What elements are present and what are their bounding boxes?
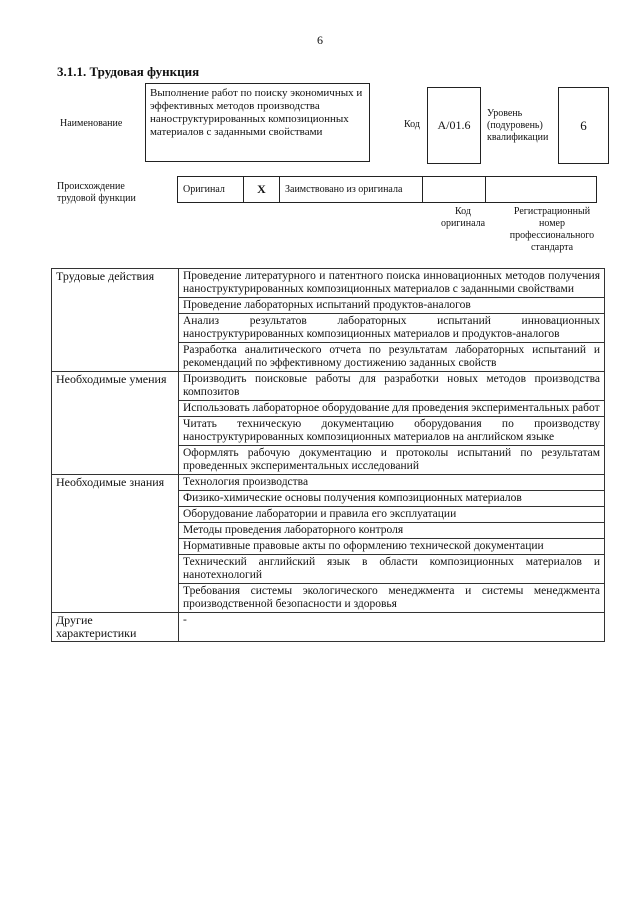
section-item-cell: Оформлять рабочую документацию и протоколы испытаний по результатам проведенных экспериментальных исследований [179,446,605,475]
level-value-box: 6 [558,87,609,164]
section-item-cell: Производить поисковые работы для разработки новых методов производства композитов [179,372,605,401]
table-row [52,269,605,298]
name-label: Наименование [60,118,123,129]
code-label: Код [404,119,420,130]
section-item-cell: Разработка аналитического отчета по результатам лабораторных испытаний и рекомендаций по эффективному достижению заданных свойств [179,343,605,372]
section-item-cell: Читать техническую документацию оборудования по производству наноструктурированных композиционных материалов на английском языке [179,417,605,446]
section-item-cell: - [179,613,605,642]
table-row [52,613,605,642]
function-name-box: Выполнение работ по поиску экономичных и эффективных методов производства наноструктурированных композиционных материалов с заданными свойствами [145,83,370,162]
page-number: 6 [317,33,323,47]
section-title: 3.1.1. Трудовая функция [57,64,200,79]
section-item-cell: Проведение лабораторных испытаний продуктов-аналогов [179,298,605,314]
section-item-cell: Физико-химические основы получения композиционных материалов [179,491,605,507]
table-row [52,475,605,491]
section-item-cell: Нормативные правовые акты по оформлению технической документации [179,539,605,555]
original-cell: Оригинал [178,177,244,203]
section-title-cell: Трудовые действия [52,269,179,372]
registration-number-caption: Регистрационный номер профессионального стандарта [509,206,595,253]
table-row [52,372,605,401]
original-code-cell [423,177,486,203]
section-item-cell: Анализ результатов лабораторных испытаний инновационных наноструктурированных композиционных материалов и продуктов-аналогов [179,314,605,343]
borrowed-cell: Заимствовано из оригинала [280,177,423,203]
section-item-cell: Требования системы экологического менеджмента и системы менеджмента производственной безопасности и здоровья [179,584,605,613]
section-item-cell: Проведение литературного и патентного поиска инновационных методов получения наноструктурированных композиционных материалов с заданными свойствами [179,269,605,298]
function-details-table [51,268,605,642]
original-mark: X [244,177,280,203]
section-item-cell: Методы проведения лабораторного контроля [179,523,605,539]
section-title-cell: Необходимые знания [52,475,179,613]
section-title-cell: Необходимые умения [52,372,179,475]
origin-label: Происхождение трудовой функции [57,181,136,204]
section-item-cell: Оборудование лаборатории и правила его эксплуатации [179,507,605,523]
section-item-cell: Технический английский язык в области композиционных материалов и нанотехнологий [179,555,605,584]
origin-table [177,176,597,203]
section-title-cell: Другие характеристики [52,613,179,642]
section-item-cell: Использовать лабораторное оборудование для проведения экспериментальных работ [179,401,605,417]
section-item-cell: Технология производства [179,475,605,491]
registration-number-cell [486,177,597,203]
original-code-caption: Код оригинала [440,206,486,229]
level-label: Уровень (подуровень) квалификации [487,108,549,143]
code-value-box: А/01.6 [427,87,481,164]
